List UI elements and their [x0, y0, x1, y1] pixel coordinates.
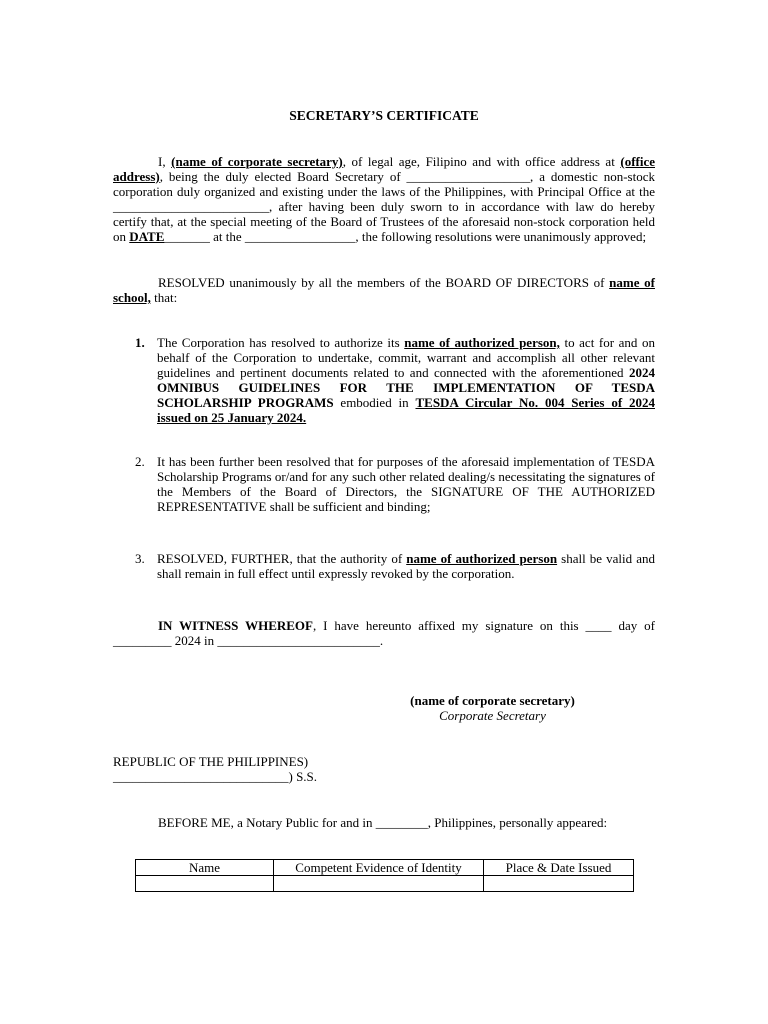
corporate-secretary-placeholder: (name of corporate secretary) [171, 154, 343, 169]
signatory-title: Corporate Secretary [439, 708, 546, 723]
table-cell [484, 876, 634, 892]
resolved-paragraph: RESOLVED unanimously by all the members of the BOARD OF DIRECTORS of name of school, that: [113, 275, 655, 305]
resolution-item-3: 3. RESOLVED, FURTHER, that the authority of name of authorized person shall be valid and shall remain in full effect until expressly revoked by the corporation. [135, 551, 655, 581]
venue-block [113, 754, 655, 784]
authorized-person-placeholder: name of authorized person, [404, 335, 560, 350]
column-header-place-date: Place & Date Issued [484, 860, 634, 876]
authorized-person-placeholder: name of authorized person [406, 551, 558, 566]
column-header-evidence: Competent Evidence of Identity [274, 860, 484, 876]
document-title: SECRETARY’S CERTIFICATE [289, 108, 479, 123]
date-placeholder: DATE [129, 229, 165, 244]
column-header-name: Name [136, 860, 274, 876]
table-row [136, 876, 634, 892]
table-cell [136, 876, 274, 892]
identity-table [135, 859, 634, 892]
item-number: 3. [135, 551, 145, 566]
omnibus-guidelines-title: 2024 OMNIBUS GUIDELINES FOR THE IMPLEMENTATION OF TESDA SCHOLARSHIP PROGRAMS [157, 365, 655, 410]
school-name-placeholder: name of school, [113, 275, 655, 305]
signature-block [395, 693, 590, 723]
item-text: It has been further been resolved that for purposes of the aforesaid implementation of TESDA Scholarship Programs or/and for any such other related dealing/s necessitating the signatures of the Members of the Board of Directors, the SIGNATURE OF THE AUTHORIZED REPRESENTATIVE shall be sufficient and binding; [157, 454, 655, 514]
signatory-name: (name of corporate secretary) [410, 693, 575, 708]
witness-heading: IN WITNESS WHEREOF [158, 618, 313, 633]
intro-paragraph: I, (name of corporate secretary), of legal age, Filipino and with office address at (office address), being the duly elected Board Secretary of ___________________, a domestic non-stock corporation duly organized and existing under the laws of the Philippines, with Principal Office at the ________________________, after having been duly sworn to in accordance with law do hereby certify that, at the special meeting of the Board of Trustees of the aforesaid non-stock corporation held on DATE_______ at the _________________, the following resolutions were unanimously approved; [113, 154, 655, 244]
resolution-item-2 [135, 454, 655, 514]
item-number: 1. [135, 335, 145, 350]
tesda-circular-reference: TESDA Circular No. 004 Series of 2024 issued on 25 January 2024. [157, 395, 655, 425]
table-header-row [136, 860, 634, 876]
table-cell [274, 876, 484, 892]
office-address-placeholder: (office address) [113, 154, 655, 184]
item-number: 2. [135, 454, 145, 469]
before-me-paragraph: BEFORE ME, a Notary Public for and in ________, Philippines, personally appeared: [158, 815, 608, 830]
witness-paragraph: IN WITNESS WHEREOF, I have hereunto affixed my signature on this ____ day of _________ 2024 in _________________________. [113, 618, 655, 648]
venue-line-2: ___________________________) S.S. [113, 769, 318, 784]
venue-line-1: REPUBLIC OF THE PHILIPPINES) [113, 754, 309, 769]
resolution-item-1: 1. The Corporation has resolved to authorize its name of authorized person, to act for and on behalf of the Corporation to undertake, commit, warrant and accomplish all other relevant guidelines and pertinent documents related to and connected with the aforementioned 2024 OMNIBUS GUIDELINES FOR THE IMPLEMENTATION OF TESDA SCHOLARSHIP PROGRAMS embodied in TESDA Circular No. 004 Series of 2024 issued on 25 January 2024. [135, 335, 655, 425]
